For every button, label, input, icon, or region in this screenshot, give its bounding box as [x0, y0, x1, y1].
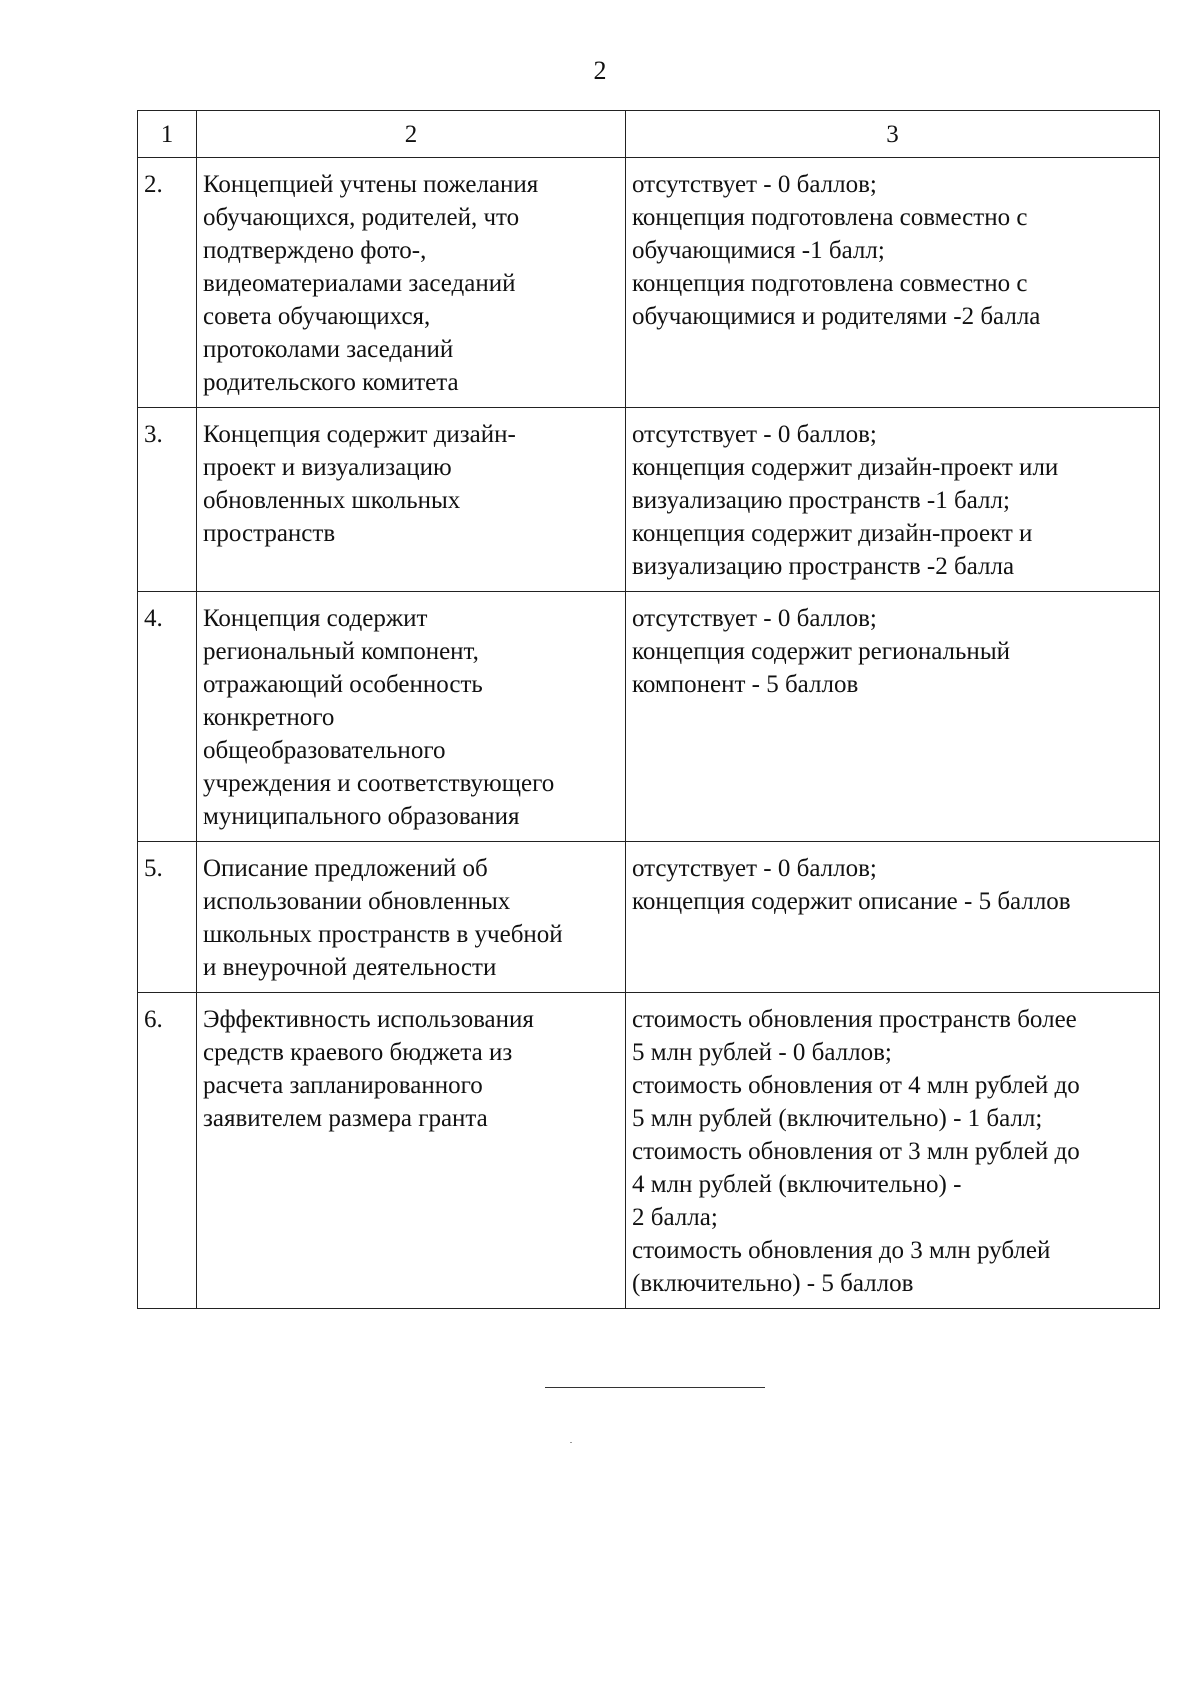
criterion-line: региональный компонент, [203, 638, 479, 665]
criterion-line: проект и визуализацию [203, 454, 452, 481]
page-number: 2 [593, 56, 607, 85]
criterion-line: учреждения и соответствующего [203, 770, 555, 797]
table-row [138, 408, 1160, 592]
row-number: 4. [138, 592, 197, 842]
scoring-cell [626, 842, 1160, 993]
criterion-line: муниципального образования [203, 803, 520, 830]
scoring-line: 5 млн рублей - 0 баллов; [632, 1039, 892, 1066]
scoring-line: отсутствует - 0 баллов; [632, 855, 877, 882]
criterion-line: средств краевого бюджета из [203, 1039, 513, 1066]
scoring-line: отсутствует - 0 баллов; [632, 171, 877, 198]
scan-speck [570, 1442, 572, 1443]
criterion-line: Концепция содержит дизайн- [203, 421, 516, 448]
criterion-line: Концепцией учтены пожелания [203, 171, 539, 198]
criterion-line: Концепция содержит [203, 605, 428, 632]
table-row [138, 842, 1160, 993]
row-number: 5. [138, 842, 197, 993]
scoring-line: концепция содержит дизайн-проект или [632, 454, 1059, 481]
scoring-line: обучающимися и родителями -2 балла [632, 303, 1041, 330]
scoring-line: концепция содержит региональный [632, 638, 1010, 665]
criterion-line: родительского комитета [203, 369, 459, 396]
scoring-line: 2 балла; [632, 1204, 718, 1231]
criterion-cell [197, 408, 626, 592]
table-row [138, 158, 1160, 408]
criterion-line: заявителем размера гранта [203, 1105, 488, 1132]
table-row [138, 592, 1160, 842]
criterion-cell [197, 592, 626, 842]
criterion-line: Описание предложений об [203, 855, 488, 882]
criterion-line: отражающий особенность [203, 671, 483, 698]
scoring-line: концепция содержит описание - 5 баллов [632, 888, 1071, 915]
criterion-cell [197, 842, 626, 993]
row-number: 6. [138, 993, 197, 1309]
scoring-line: концепция содержит дизайн-проект и [632, 520, 1033, 547]
scoring-line: визуализацию пространств -1 балл; [632, 487, 1010, 514]
scoring-line: компонент - 5 баллов [632, 671, 859, 698]
criterion-line: школьных пространств в учебной [203, 921, 563, 948]
scoring-line: концепция подготовлена совместно с [632, 204, 1028, 231]
criterion-line: и внеурочной деятельности [203, 954, 497, 981]
criterion-line: протоколами заседаний [203, 336, 454, 363]
criterion-line: конкретного [203, 704, 335, 731]
criterion-line: обучающихся, родителей, что [203, 204, 520, 231]
scoring-cell [626, 408, 1160, 592]
criterion-line: видеоматериалами заседаний [203, 270, 516, 297]
criterion-line: использовании обновленных [203, 888, 511, 915]
scoring-line: стоимость обновления от 4 млн рублей до [632, 1072, 1080, 1099]
header-cell-3: 3 [626, 111, 1160, 158]
end-of-document-rule [545, 1387, 765, 1388]
row-number: 3. [138, 408, 197, 592]
criterion-line: пространств [203, 520, 336, 547]
scoring-line: стоимость обновления пространств более [632, 1006, 1077, 1033]
scoring-line: обучающимися -1 балл; [632, 237, 885, 264]
scoring-line: отсутствует - 0 баллов; [632, 605, 877, 632]
criterion-line: подтверждено фото-, [203, 237, 427, 264]
criterion-cell [197, 158, 626, 408]
row-number: 2. [138, 158, 197, 408]
criterion-cell [197, 993, 626, 1309]
header-cell-2: 2 [197, 111, 626, 158]
scoring-cell [626, 592, 1160, 842]
scoring-line: 4 млн рублей (включительно) - [632, 1171, 962, 1198]
scoring-line: отсутствует - 0 баллов; [632, 421, 877, 448]
table-row [138, 993, 1160, 1309]
criterion-line: Эффективность использования [203, 1006, 534, 1033]
criteria-table [137, 110, 1160, 1309]
table-header-row [138, 111, 1160, 158]
scoring-line: концепция подготовлена совместно с [632, 270, 1028, 297]
header-cell-1: 1 [138, 111, 197, 158]
criterion-line: совета обучающихся, [203, 303, 431, 330]
scoring-cell [626, 993, 1160, 1309]
criterion-line: общеобразовательного [203, 737, 446, 764]
criterion-line: расчета запланированного [203, 1072, 483, 1099]
scoring-line: стоимость обновления до 3 млн рублей [632, 1237, 1051, 1264]
scoring-cell [626, 158, 1160, 408]
scoring-line: 5 млн рублей (включительно) - 1 балл; [632, 1105, 1043, 1132]
criterion-line: обновленных школьных [203, 487, 461, 514]
scoring-line: стоимость обновления от 3 млн рублей до [632, 1138, 1080, 1165]
scoring-line: (включительно) - 5 баллов [632, 1270, 914, 1297]
scoring-line: визуализацию пространств -2 балла [632, 553, 1015, 580]
